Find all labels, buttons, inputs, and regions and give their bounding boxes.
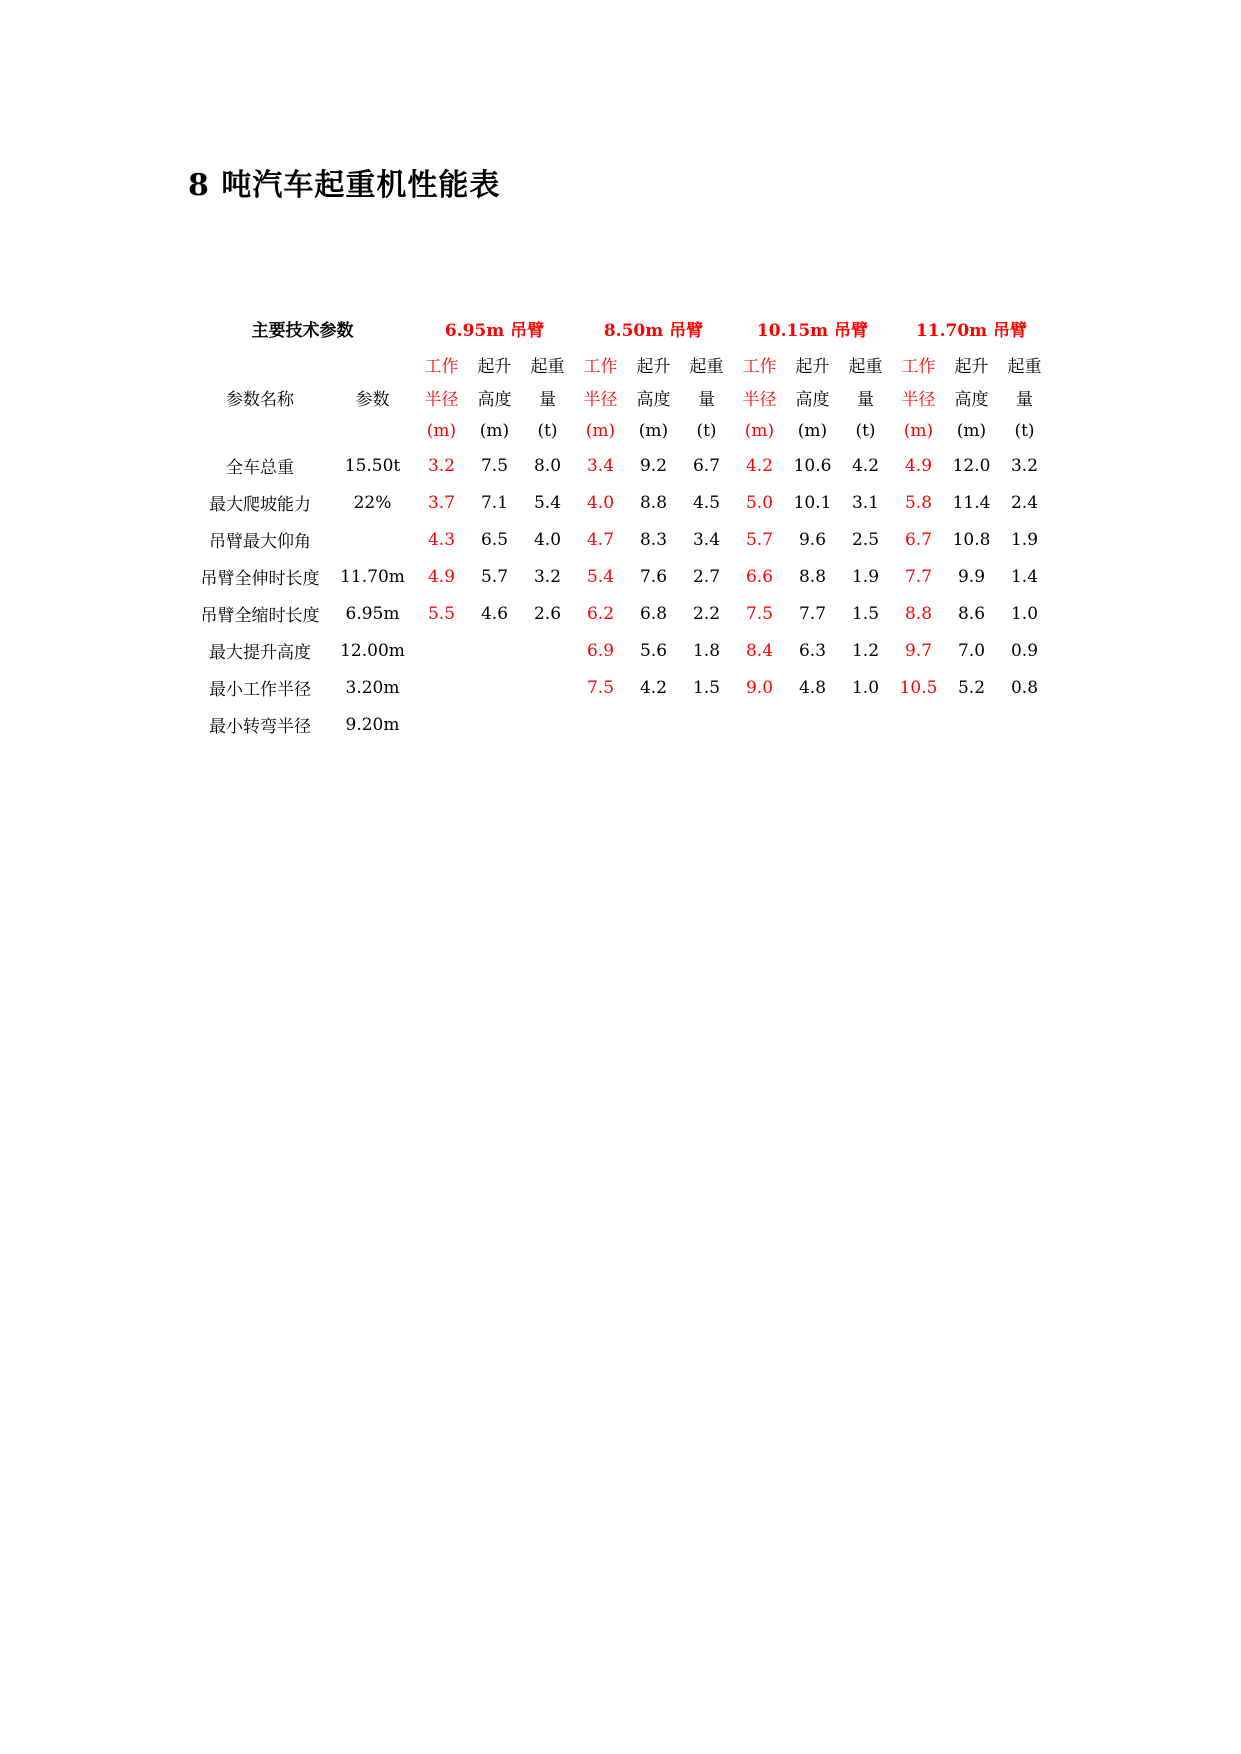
param-name: 吊臂全缩时长度 (200, 606, 320, 626)
cell-lift-height: 4.6 (480, 603, 509, 624)
sub-header-lift-height: 高度 (636, 390, 671, 410)
cell-capacity: 1.0 (1010, 603, 1039, 624)
sub-header-radius: 半径 (901, 390, 936, 410)
cell-radius: 4.7 (586, 529, 615, 550)
sub-header-lift-height: 高度 (954, 390, 989, 410)
boom-header-8-50: 8.50m 吊臂 (603, 320, 704, 341)
cell-lift-height (468, 669, 521, 706)
cell-lift-height: 6.5 (480, 529, 509, 550)
param-value: 6.95m (345, 603, 400, 624)
cell-radius (415, 669, 468, 706)
cell-radius (574, 706, 627, 743)
cell-lift-height: 9.9 (957, 566, 986, 587)
cell-capacity: 1.8 (692, 640, 721, 661)
sub-header-lift-height: 起升 (795, 357, 830, 377)
param-name: 最小工作半径 (209, 680, 311, 700)
cell-lift-height: 4.8 (798, 677, 827, 698)
cell-lift-height: 8.8 (798, 566, 827, 587)
sub-header-lift-height: 高度 (477, 390, 512, 410)
sub-header-capacity: (t) (537, 420, 558, 441)
sub-header-capacity: 量 (1016, 390, 1033, 410)
cell-capacity: 2.4 (1010, 492, 1039, 513)
cell-radius: 4.3 (427, 529, 456, 550)
sub-header-lift-height: (m) (956, 420, 987, 441)
sub-header-capacity: (t) (1014, 420, 1035, 441)
cell-capacity: 6.7 (692, 455, 721, 476)
cell-radius: 5.0 (745, 492, 774, 513)
cell-capacity (521, 706, 574, 743)
cell-capacity (521, 669, 574, 706)
sub-header-radius: 半径 (424, 390, 459, 410)
sub-header-lift-height: (m) (638, 420, 669, 441)
sub-header-lift-height: 高度 (795, 390, 830, 410)
cell-lift-height: 5.7 (480, 566, 509, 587)
param-value: 15.50t (344, 455, 401, 476)
cell-radius: 4.9 (904, 455, 933, 476)
table-row (190, 669, 1051, 706)
param-name: 最大爬坡能力 (209, 495, 311, 515)
cell-lift-height: 7.5 (480, 455, 509, 476)
cell-lift-height: 5.6 (639, 640, 668, 661)
sub-header-lift-height: (m) (797, 420, 828, 441)
table-row (190, 484, 1051, 521)
param-name: 吊臂全伸时长度 (200, 569, 320, 589)
cell-lift-height: 9.6 (798, 529, 827, 550)
boom-header-10-15: 10.15m 吊臂 (756, 320, 869, 341)
sub-header-radius: (m) (744, 420, 775, 441)
cell-capacity: 3.2 (533, 566, 562, 587)
sub-header-capacity: 量 (857, 390, 874, 410)
cell-capacity: 1.5 (692, 677, 721, 698)
cell-radius: 9.7 (904, 640, 933, 661)
cell-capacity (680, 706, 733, 743)
cell-capacity: 1.5 (851, 603, 880, 624)
cell-lift-height: 10.6 (793, 455, 832, 476)
cell-capacity: 1.9 (851, 566, 880, 587)
table-row (190, 595, 1051, 632)
param-value: 12.00m (340, 640, 405, 661)
sub-header-lift-height: (m) (479, 420, 510, 441)
crane-performance-table (190, 308, 1051, 743)
param-name: 吊臂最大仰角 (209, 532, 311, 552)
cell-capacity: 1.0 (851, 677, 880, 698)
sub-header-radius: 工作 (901, 357, 936, 377)
param-value: 9.20m (345, 714, 400, 735)
cell-capacity: 4.2 (851, 455, 880, 476)
sub-header-lift-height: 起升 (636, 357, 671, 377)
table-header-row (190, 308, 1051, 348)
cell-capacity (521, 632, 574, 669)
sub-header-capacity: 起重 (848, 357, 883, 377)
param-name-header: 参数名称 (226, 390, 294, 410)
param-name: 最小转弯半径 (209, 717, 311, 737)
sub-header-radius: 半径 (583, 390, 618, 410)
cell-radius: 8.8 (904, 603, 933, 624)
sub-header-row-1 (190, 348, 1051, 381)
cell-radius: 5.7 (745, 529, 774, 550)
cell-capacity: 0.9 (1010, 640, 1039, 661)
sub-header-radius: (m) (903, 420, 934, 441)
table-row (190, 521, 1051, 558)
param-value: 3.20m (345, 677, 400, 698)
cell-radius: 6.7 (904, 529, 933, 550)
cell-capacity: 3.4 (692, 529, 721, 550)
sub-header-capacity: (t) (696, 420, 717, 441)
cell-lift-height: 9.2 (639, 455, 668, 476)
cell-radius (415, 632, 468, 669)
cell-lift-height: 7.7 (798, 603, 827, 624)
cell-lift-height: 10.1 (793, 492, 832, 513)
sub-header-capacity: 量 (539, 390, 556, 410)
cell-capacity: 2.6 (533, 603, 562, 624)
cell-lift-height (468, 632, 521, 669)
cell-capacity: 3.1 (851, 492, 880, 513)
sub-header-radius: (m) (426, 420, 457, 441)
cell-lift-height (786, 706, 839, 743)
cell-radius: 3.2 (427, 455, 456, 476)
cell-radius: 7.5 (745, 603, 774, 624)
param-name: 最大提升高度 (209, 643, 311, 663)
cell-lift-height: 8.6 (957, 603, 986, 624)
cell-radius: 5.5 (427, 603, 456, 624)
cell-capacity: 1.2 (851, 640, 880, 661)
sub-header-capacity: (t) (855, 420, 876, 441)
sub-header-capacity: 起重 (1007, 357, 1042, 377)
cell-radius: 4.0 (586, 492, 615, 513)
cell-radius: 9.0 (745, 677, 774, 698)
sub-header-radius: 工作 (583, 357, 618, 377)
sub-header-lift-height: 起升 (954, 357, 989, 377)
sub-header-radius: (m) (585, 420, 616, 441)
param-value-header: 参数 (355, 390, 390, 410)
cell-radius: 4.9 (427, 566, 456, 587)
cell-radius (892, 706, 945, 743)
cell-lift-height: 8.3 (639, 529, 668, 550)
cell-lift-height: 10.8 (952, 529, 991, 550)
cell-capacity: 1.4 (1010, 566, 1039, 587)
boom-header-6-95: 6.95m 吊臂 (444, 320, 545, 341)
cell-radius: 7.7 (904, 566, 933, 587)
sub-header-capacity: 量 (698, 390, 715, 410)
param-name: 全车总重 (226, 458, 294, 478)
cell-capacity: 0.8 (1010, 677, 1039, 698)
table-row (190, 706, 1051, 743)
cell-radius: 5.4 (586, 566, 615, 587)
cell-radius: 10.5 (899, 677, 938, 698)
cell-lift-height: 11.4 (952, 492, 991, 513)
cell-radius: 4.2 (745, 455, 774, 476)
boom-header-11-70: 11.70m 吊臂 (915, 320, 1028, 341)
cell-capacity (998, 706, 1051, 743)
param-value: 22% (353, 492, 392, 513)
cell-capacity: 2.5 (851, 529, 880, 550)
cell-radius: 6.6 (745, 566, 774, 587)
cell-capacity: 4.0 (533, 529, 562, 550)
cell-lift-height: 5.2 (957, 677, 986, 698)
cell-lift-height: 12.0 (952, 455, 991, 476)
sub-header-lift-height: 起升 (477, 357, 512, 377)
cell-capacity (839, 706, 892, 743)
sub-header-radius: 工作 (742, 357, 777, 377)
cell-radius: 8.4 (745, 640, 774, 661)
cell-capacity: 4.5 (692, 492, 721, 513)
sub-header-radius: 工作 (424, 357, 459, 377)
main-params-header: 主要技术参数 (251, 320, 354, 341)
cell-radius: 6.2 (586, 603, 615, 624)
cell-lift-height: 7.0 (957, 640, 986, 661)
cell-lift-height: 6.3 (798, 640, 827, 661)
cell-lift-height: 7.6 (639, 566, 668, 587)
cell-lift-height: 7.1 (480, 492, 509, 513)
cell-radius: 5.8 (904, 492, 933, 513)
cell-capacity: 3.2 (1010, 455, 1039, 476)
sub-header-capacity: 起重 (530, 357, 565, 377)
param-value: 11.70m (340, 566, 405, 587)
sub-header-capacity: 起重 (689, 357, 724, 377)
cell-radius: 3.7 (427, 492, 456, 513)
cell-lift-height (945, 706, 998, 743)
cell-radius: 3.4 (586, 455, 615, 476)
sub-header-radius: 半径 (742, 390, 777, 410)
cell-radius (415, 706, 468, 743)
cell-lift-height: 4.2 (639, 677, 668, 698)
cell-capacity: 8.0 (533, 455, 562, 476)
table-row (190, 447, 1051, 484)
cell-lift-height: 8.8 (639, 492, 668, 513)
page-title: 8 吨汽车起重机性能表 (188, 168, 501, 203)
cell-capacity: 2.7 (692, 566, 721, 587)
table-row (190, 558, 1051, 595)
cell-lift-height (468, 706, 521, 743)
cell-lift-height: 6.8 (639, 603, 668, 624)
cell-lift-height (627, 706, 680, 743)
cell-radius: 7.5 (586, 677, 615, 698)
cell-radius (733, 706, 786, 743)
table-row (190, 632, 1051, 669)
cell-capacity: 5.4 (533, 492, 562, 513)
cell-radius: 6.9 (586, 640, 615, 661)
cell-capacity: 2.2 (692, 603, 721, 624)
cell-capacity: 1.9 (1010, 529, 1039, 550)
param-value (330, 521, 415, 558)
